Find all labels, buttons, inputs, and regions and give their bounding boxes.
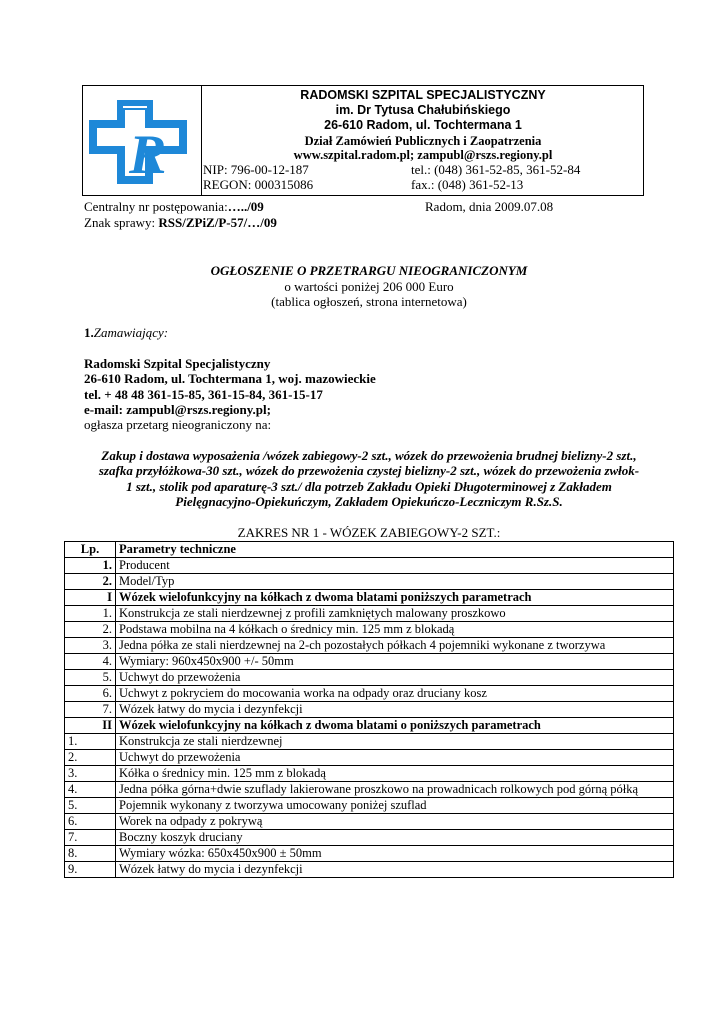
hospital-name: RADOMSKI SZPITAL SPECJALISTYCZNY [300, 88, 546, 102]
table-row [65, 574, 674, 590]
row-lp: 1. [65, 558, 116, 574]
central-number [84, 199, 264, 215]
table-header-row [65, 542, 674, 558]
row-param: Konstrukcja ze stali nierdzewnej z profili zamkniętych malowany proszkowo [116, 606, 674, 622]
row-lp: 8. [65, 846, 116, 862]
table-row [65, 830, 674, 846]
row-lp: II [65, 718, 116, 734]
section-number: 1. [84, 325, 94, 340]
hospital-patron: im. Dr Tytusa Chałubińskiego [335, 103, 511, 117]
row-lp: 4. [65, 782, 116, 798]
row-lp: 5. [65, 798, 116, 814]
row-param: Pojemnik wykonany z tworzywa umocowany poniżej szuflad [116, 798, 674, 814]
row-lp: 7. [65, 702, 116, 718]
row-param: Konstrukcja ze stali nierdzewnej [116, 734, 674, 750]
telephone: tel.: (048) 361-52-85, 361-52-84 [411, 162, 581, 177]
row-lp: 1. [65, 734, 116, 750]
table-row [65, 750, 674, 766]
row-lp: 5. [65, 670, 116, 686]
hospital-logo-icon [88, 99, 196, 185]
row-param: Wózek wielofunkcyjny na kółkach z dwoma blatami o poniższych parametrach [116, 718, 674, 734]
table-row [65, 702, 674, 718]
row-lp: 6. [65, 814, 116, 830]
svg-text:R: R [129, 124, 167, 185]
regon: REGON: 000315086 [203, 177, 314, 192]
notice-title: OGŁOSZENIE O PRZETRARGU NIEOGRANICZONYM [210, 263, 528, 278]
row-param: Jedna półka górna+dwie szuflady lakierowane proszkowo na prowadnicach rolkowych pod górną półką [116, 782, 674, 798]
department-name: Dział Zamówień Publicznych i Zaopatrzenia [304, 134, 542, 148]
row-param: Uchwyt z pokryciem do mocowania worka na odpady oraz druciany kosz [116, 686, 674, 702]
case-mark-value: RSS/ZPiZ/P-57/…/09 [158, 215, 277, 230]
row-lp: 2. [65, 574, 116, 590]
hospital-address: 26-610 Radom, ul. Tochtermana 1 [324, 118, 522, 132]
subject-line-3: 1 szt., stolik pod aparaturę-3 szt./ dla potrzeb Zakładu Opieki Długoterminowej z Zakładem [126, 479, 612, 494]
table-row [65, 814, 674, 830]
logo-cell [82, 85, 202, 196]
table-row [65, 798, 674, 814]
web-email: www.szpital.radom.pl; zampubl@rszs.regiony.pl [293, 148, 553, 162]
case-mark-label: Znak sprawy: [84, 215, 159, 230]
subject-line-2: szafka przyłóżkowa-30 szt., wózek do przewożenia czystej bielizny-2 szt., wózek do przewożenia zwłok- [98, 463, 640, 478]
table-row [65, 846, 674, 862]
row-lp: 4. [65, 654, 116, 670]
row-lp: 2. [65, 750, 116, 766]
subject-line-4: Pielęgnacyjno-Opiekuńczym, Zakładem Opiekuńczo-Leczniczym R.Sz.S. [175, 494, 563, 509]
table-row [65, 654, 674, 670]
orderer-email: e-mail: zampubl@rszs.regiony.pl; [84, 402, 271, 417]
row-param: Wózek łatwy do mycia i dezynfekcji [116, 702, 674, 718]
fax: fax.: (048) 361-52-13 [411, 177, 524, 192]
row-param: Worek na odpady z pokrywą [116, 814, 674, 830]
row-param: Model/Typ [116, 574, 674, 590]
section-label: Zamawiający: [93, 325, 169, 340]
row-param: Wózek łatwy do mycia i dezynfekcji [116, 862, 674, 878]
spec-table [64, 541, 674, 878]
subject-line-1: Zakup i dostawa wyposażenia /wózek zabiegowy-2 szt., wózek do przewożenia brudnej bielizny-2 szt., [101, 448, 637, 463]
table-row [65, 670, 674, 686]
case-mark [84, 215, 277, 231]
table-row [65, 734, 674, 750]
row-param: Uchwyt do przewożenia [116, 670, 674, 686]
table-row [65, 558, 674, 574]
central-number-label: Centralny nr postępowania: [84, 199, 228, 214]
nip: NIP: 796-00-12-187 [203, 162, 309, 177]
table-row [65, 590, 674, 606]
row-lp: I [65, 590, 116, 606]
row-lp: 3. [65, 638, 116, 654]
row-lp: 7. [65, 830, 116, 846]
table-row [65, 862, 674, 878]
orderer-name: Radomski Szpital Specjalistyczny [84, 356, 271, 371]
table-row [65, 782, 674, 798]
row-param: Kółka o średnicy min. 125 mm z blokadą [116, 766, 674, 782]
row-lp: 1. [65, 606, 116, 622]
row-lp: 2. [65, 622, 116, 638]
orderer-address: 26-610 Radom, ul. Tochtermana 1, woj. mazowieckie [84, 371, 376, 386]
table-row [65, 606, 674, 622]
table-row [65, 622, 674, 638]
row-lp: 3. [65, 766, 116, 782]
orderer-phone: tel. + 48 48 361-15-85, 361-15-84, 361-15-17 [84, 387, 323, 402]
table-row [65, 718, 674, 734]
central-number-value: …../09 [227, 199, 264, 214]
notice-value: o wartości poniżej 206 000 Euro [284, 279, 454, 294]
row-param: Jedna półka ze stali nierdzewnej na 2-ch pozostałych półkach 4 pojemniki wykonane z tworzywa [116, 638, 674, 654]
row-param: Wymiary wózka: 650x450x900 ± 50mm [116, 846, 674, 862]
row-lp: 6. [65, 686, 116, 702]
row-param: Producent [116, 558, 674, 574]
row-param: Wózek wielofunkcyjny na kółkach z dwoma blatami poniższych parametrach [116, 590, 674, 606]
header-lp: Lp. [65, 542, 116, 558]
section-orderer-heading [84, 325, 168, 341]
row-param: Wymiary: 960x450x900 +/- 50mm [116, 654, 674, 670]
table-row [65, 766, 674, 782]
orderer-announces: ogłasza przetarg nieograniczony na: [84, 417, 272, 432]
table-row [65, 686, 674, 702]
header-params: Parametry techniczne [116, 542, 674, 558]
notice-publication: (tablica ogłoszeń, strona internetowa) [271, 294, 467, 309]
table-row [65, 638, 674, 654]
row-param: Uchwyt do przewożenia [116, 750, 674, 766]
row-lp: 9. [65, 862, 116, 878]
row-param: Podstawa mobilna na 4 kółkach o średnicy min. 125 mm z blokadą [116, 622, 674, 638]
scope-title: ZAKRES NR 1 - WÓZEK ZABIEGOWY-2 SZT.: [237, 525, 501, 540]
place-date: Radom, dnia 2009.07.08 [425, 199, 554, 214]
row-param: Boczny koszyk druciany [116, 830, 674, 846]
